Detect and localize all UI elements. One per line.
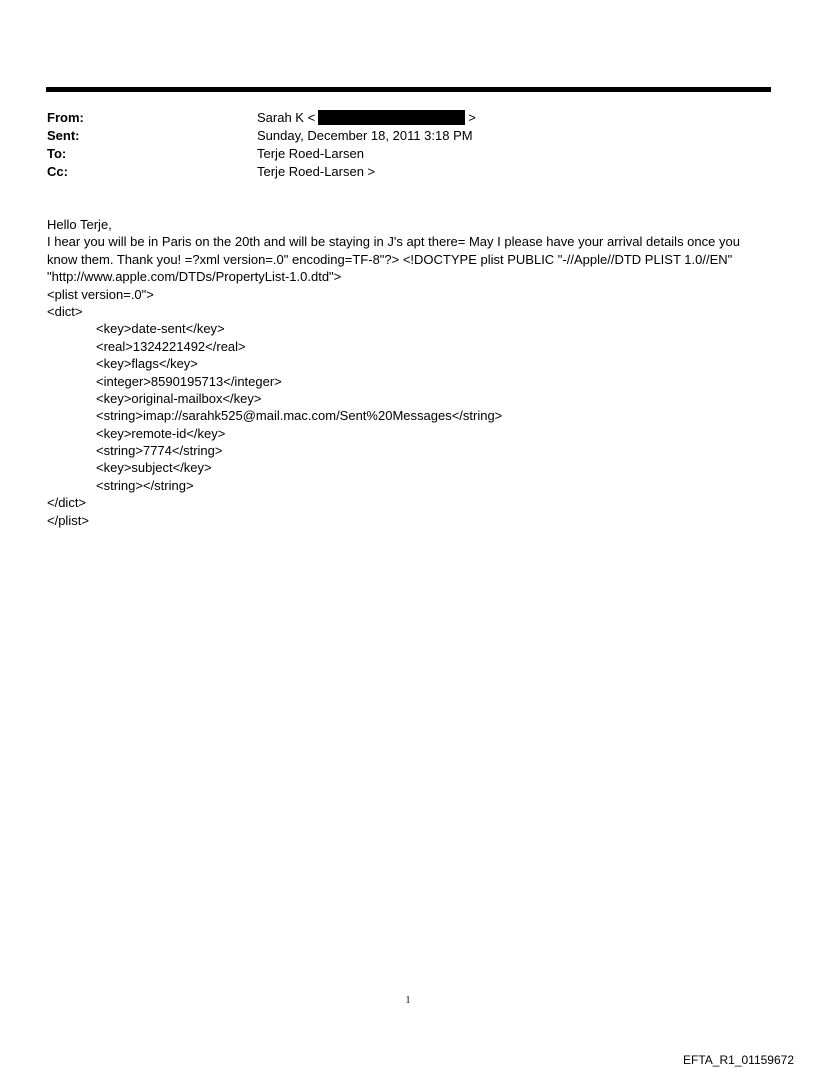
dict-line: <key>flags</key>: [96, 356, 198, 372]
dict-line: <string></string>: [96, 477, 194, 493]
from-row: [47, 108, 747, 126]
greeting: Hello Terje,: [47, 217, 112, 232]
page-number: 1: [405, 995, 411, 1006]
sent-row: [47, 126, 747, 144]
dict-line: <key>original-mailbox</key>: [96, 390, 262, 406]
to-value: Terje Roed-Larsen: [257, 145, 364, 161]
dict-close: </dict>: [47, 495, 87, 511]
plist-open: <plist version=.0">: [47, 286, 154, 302]
sent-value: Sunday, December 18, 2011 3:18 PM: [257, 127, 473, 143]
cc-value: Terje Roed-Larsen >: [257, 163, 376, 179]
from-close: >: [468, 109, 476, 125]
cc-label: Cc:: [47, 163, 68, 179]
header-divider: [46, 87, 771, 92]
dict-line: <key>remote-id</key>: [96, 425, 226, 441]
from-name: Sarah K <: [257, 109, 316, 125]
bates-number: EFTA_R1_01159672: [683, 1053, 794, 1067]
dict-line: <real>1324221492</real>: [96, 338, 246, 354]
to-row: [47, 144, 747, 162]
body-line: know them. Thank you! =?xml version=.0" encoding=TF-8"?> <!DOCTYPE plist PUBLIC "-//Apple//DTD PLIST 1.0//EN": [47, 251, 733, 267]
cc-row: [47, 162, 747, 180]
dict-line: <string>7774</string>: [96, 443, 223, 459]
dict-line: <integer>8590195713</integer>: [96, 373, 282, 389]
dict-line: <string>imap://sarahk525@mail.mac.com/Sent%20Messages</string>: [96, 408, 503, 424]
from-label: From:: [47, 109, 84, 125]
to-label: To:: [47, 145, 67, 161]
sent-label: Sent:: [47, 127, 80, 143]
body-line: "http://www.apple.com/DTDs/PropertyList-1.0.dtd">: [47, 269, 342, 285]
email-body: [47, 216, 777, 529]
redaction-box: [318, 110, 465, 125]
dict-line: <key>date-sent</key>: [96, 321, 225, 337]
body-line: I hear you will be in Paris on the 20th and will be staying in J's apt there= May I please have your arrival details once you: [47, 234, 740, 250]
dict-line: <key>subject</key>: [96, 460, 212, 476]
from-value: [257, 110, 476, 125]
email-header: [47, 108, 747, 180]
plist-close: </plist>: [47, 512, 89, 528]
dict-open: <dict>: [47, 303, 83, 319]
